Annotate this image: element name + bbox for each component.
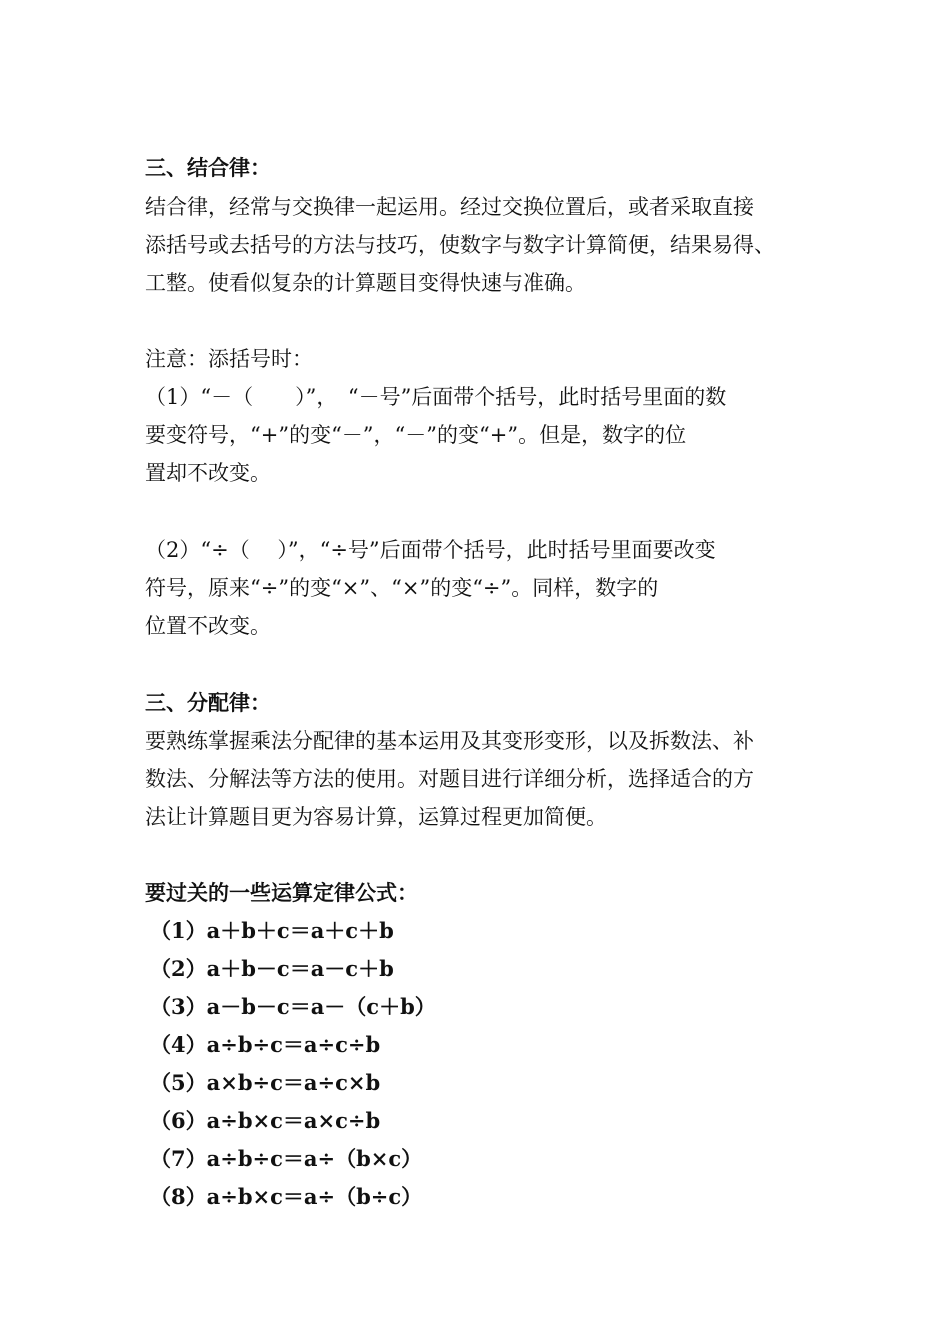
note-item1-line-2: 要变符号，“+”的变“－”，“－”的变“+”。但是，数字的位 <box>145 423 687 447</box>
formula-item-1: （1）a＋b＋c＝a＋c＋b <box>150 918 394 943</box>
distributive-paragraph-line-2: 数法、分解法等方法的使用。对题目进行详细分析，选择适合的方 <box>145 767 754 791</box>
distributive-paragraph-line-3: 法让计算题目更为容易计算，运算过程更加简便。 <box>145 805 607 829</box>
formula-item-7: （7）a÷b÷c＝a÷（b×c） <box>150 1146 423 1171</box>
note-item1-line-1: （1）“－（ ）”， “－号”后面带个括号，此时括号里面的数 <box>145 385 727 409</box>
formulas-heading: 要过关的一些运算定律公式： <box>145 880 418 905</box>
note-item1-line-3: 置却不改变。 <box>145 461 271 485</box>
note-item2-line-2: 符号，原来“÷”的变“×”、“×”的变“÷”。同样，数字的 <box>145 576 659 600</box>
note-item2-line-1: （2）“÷（ ）”，“÷号”后面带个括号，此时括号里面要改变 <box>145 538 716 562</box>
distributive-paragraph-line-1: 要熟练掌握乘法分配律的基本运用及其变形变形，以及拆数法、补 <box>145 729 754 753</box>
formula-item-3: （3）a－b－c＝a－（c＋b） <box>150 994 436 1019</box>
associative-paragraph-line-1: 结合律，经常与交换律一起运用。经过交换位置后，或者采取直接 <box>145 195 754 219</box>
formula-item-8: （8）a÷b×c＝a÷（b÷c） <box>150 1184 423 1209</box>
associative-law-heading: 三、结合律： <box>145 155 271 180</box>
associative-paragraph-line-2: 添括号或去括号的方法与技巧，使数字与数字计算简便，结果易得、 <box>145 233 775 257</box>
formula-item-4: （4）a÷b÷c＝a÷c÷b <box>150 1032 381 1057</box>
note-label: 注意：添括号时： <box>145 347 313 371</box>
associative-paragraph-line-3: 工整。使看似复杂的计算题目变得快速与准确。 <box>145 271 586 295</box>
formula-item-2: （2）a＋b－c＝a－c＋b <box>150 956 394 981</box>
formula-item-5: （5）a×b÷c＝a÷c×b <box>150 1070 381 1095</box>
distributive-law-heading: 三、分配律： <box>145 690 271 715</box>
note-item2-line-3: 位置不改变。 <box>145 614 271 638</box>
formula-item-6: （6）a÷b×c＝a×c÷b <box>150 1108 381 1133</box>
